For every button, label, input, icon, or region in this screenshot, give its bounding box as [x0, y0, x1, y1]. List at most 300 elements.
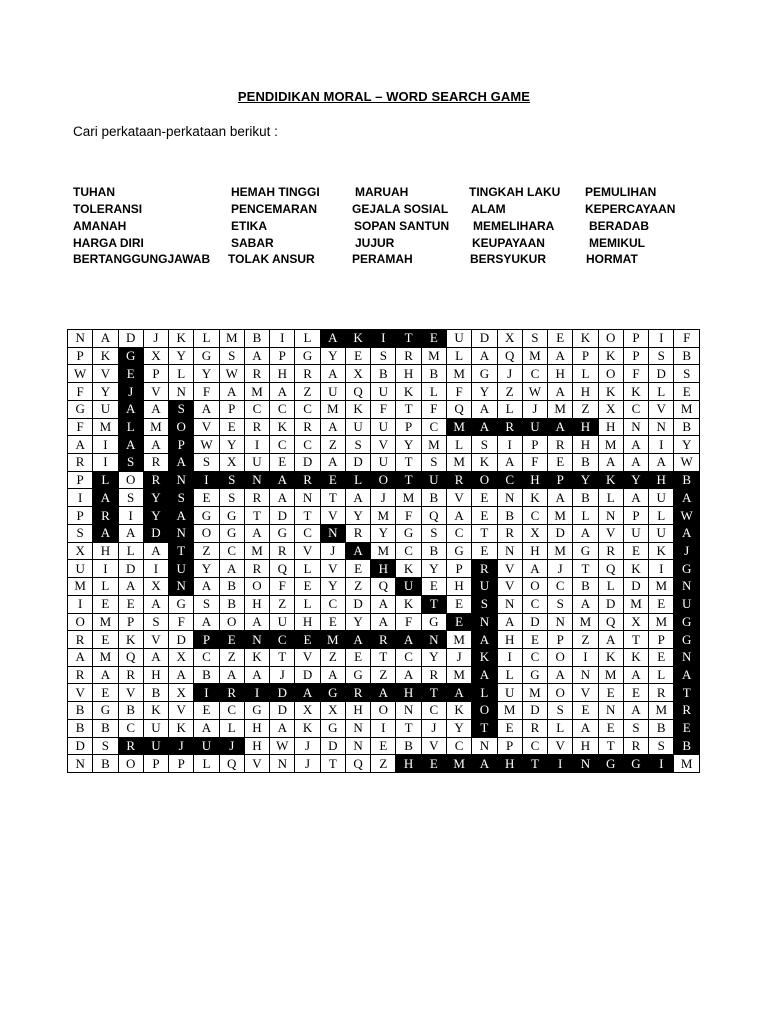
grid-cell: S — [421, 524, 446, 542]
grid-cell: A — [472, 631, 497, 649]
grid-cell: K — [345, 330, 370, 348]
grid-cell: S — [522, 330, 547, 348]
grid-cell: A — [244, 347, 269, 365]
grid-cell: A — [472, 755, 497, 773]
grid-cell: S — [623, 719, 648, 737]
grid-cell: D — [68, 737, 93, 755]
grid-cell: H — [396, 755, 421, 773]
grid-cell: J — [421, 719, 446, 737]
grid-cell: Z — [371, 666, 396, 684]
grid-cell: A — [396, 631, 421, 649]
word-list-item: HEMAH TINGGI — [231, 185, 320, 199]
grid-cell: D — [623, 578, 648, 596]
grid-cell: M — [522, 347, 547, 365]
grid-cell: H — [573, 418, 598, 436]
grid-cell: H — [244, 595, 269, 613]
grid-cell: O — [169, 418, 194, 436]
grid-cell: W — [270, 737, 295, 755]
grid-cell: A — [244, 613, 269, 631]
grid-cell: X — [522, 524, 547, 542]
grid-cell: N — [674, 648, 700, 666]
grid-cell: A — [118, 436, 143, 454]
grid-cell: E — [320, 613, 345, 631]
grid-cell: M — [244, 542, 269, 560]
grid-cell: N — [472, 737, 497, 755]
grid-cell: A — [93, 666, 118, 684]
grid-cell: E — [497, 719, 522, 737]
grid-cell: C — [522, 507, 547, 525]
grid-cell: T — [320, 755, 345, 773]
grid-cell: L — [93, 471, 118, 489]
grid-cell: V — [497, 560, 522, 578]
grid-cell: V — [446, 489, 471, 507]
grid-row — [68, 507, 700, 525]
grid-row — [68, 471, 700, 489]
grid-cell: E — [548, 454, 573, 472]
grid-cell: E — [345, 347, 370, 365]
grid-cell: C — [118, 719, 143, 737]
grid-cell: A — [143, 648, 168, 666]
grid-cell: N — [573, 755, 598, 773]
grid-row — [68, 719, 700, 737]
grid-cell: L — [573, 365, 598, 383]
grid-cell: B — [244, 330, 269, 348]
grid-cell: D — [472, 330, 497, 348]
grid-cell: S — [169, 400, 194, 418]
grid-cell: A — [320, 454, 345, 472]
grid-cell: C — [446, 737, 471, 755]
grid-row — [68, 454, 700, 472]
grid-cell: A — [169, 507, 194, 525]
grid-cell: C — [548, 578, 573, 596]
grid-cell: R — [244, 418, 269, 436]
grid-cell: T — [396, 330, 421, 348]
word-list-item: GEJALA SOSIAL — [352, 202, 449, 216]
grid-cell: D — [118, 560, 143, 578]
grid-cell: D — [522, 613, 547, 631]
grid-cell: O — [194, 524, 219, 542]
grid-cell: F — [194, 383, 219, 401]
word-list-item: TUHAN — [73, 185, 115, 199]
grid-cell: P — [548, 471, 573, 489]
grid-cell: X — [623, 613, 648, 631]
grid-cell: N — [497, 595, 522, 613]
word-list-item: KEPERCAYAAN — [585, 202, 676, 216]
grid-cell: A — [143, 595, 168, 613]
grid-cell: T — [396, 454, 421, 472]
grid-cell: A — [573, 595, 598, 613]
grid-cell: J — [497, 365, 522, 383]
grid-cell: A — [194, 400, 219, 418]
grid-cell: V — [421, 737, 446, 755]
grid-cell: T — [396, 719, 421, 737]
grid-cell: O — [118, 755, 143, 773]
word-list-item: AMANAH — [73, 219, 127, 233]
grid-cell: L — [194, 755, 219, 773]
grid-cell: E — [421, 578, 446, 596]
grid-cell: M — [598, 436, 623, 454]
grid-cell: N — [320, 524, 345, 542]
grid-cell: M — [93, 648, 118, 666]
grid-cell: B — [68, 719, 93, 737]
grid-cell: L — [93, 578, 118, 596]
grid-cell: Y — [93, 383, 118, 401]
grid-cell: U — [623, 524, 648, 542]
grid-cell: J — [548, 560, 573, 578]
grid-cell: S — [371, 347, 396, 365]
grid-cell: Q — [371, 578, 396, 596]
grid-cell: B — [674, 471, 700, 489]
grid-cell: C — [497, 471, 522, 489]
grid-cell: U — [674, 595, 700, 613]
grid-cell: Q — [446, 400, 471, 418]
grid-cell: G — [169, 595, 194, 613]
grid-cell: F — [396, 507, 421, 525]
grid-cell: L — [295, 330, 320, 348]
grid-cell: A — [623, 489, 648, 507]
word-list-item: KEUPAYAAN — [472, 236, 545, 250]
grid-cell: Z — [345, 578, 370, 596]
grid-cell: M — [93, 613, 118, 631]
grid-cell: M — [68, 578, 93, 596]
grid-cell: E — [421, 755, 446, 773]
grid-cell: E — [674, 383, 700, 401]
grid-cell: I — [143, 560, 168, 578]
grid-cell: R — [93, 507, 118, 525]
grid-cell: B — [68, 702, 93, 720]
grid-cell: R — [345, 684, 370, 702]
grid-cell: I — [244, 436, 269, 454]
grid-cell: A — [244, 666, 269, 684]
grid-row — [68, 524, 700, 542]
grid-cell: A — [118, 524, 143, 542]
grid-cell: G — [118, 347, 143, 365]
grid-cell: R — [598, 542, 623, 560]
grid-cell: S — [194, 454, 219, 472]
grid-cell: S — [548, 595, 573, 613]
grid-cell: T — [598, 737, 623, 755]
grid-cell: Y — [446, 719, 471, 737]
grid-cell: E — [93, 595, 118, 613]
grid-cell: U — [270, 613, 295, 631]
grid-cell: X — [68, 542, 93, 560]
grid-cell: K — [522, 489, 547, 507]
grid-cell: V — [169, 702, 194, 720]
grid-cell: E — [295, 578, 320, 596]
grid-cell: R — [522, 719, 547, 737]
grid-cell: J — [143, 330, 168, 348]
grid-cell: B — [674, 347, 700, 365]
grid-cell: D — [345, 595, 370, 613]
grid-cell: Y — [421, 648, 446, 666]
grid-cell: Q — [270, 560, 295, 578]
grid-cell: Z — [371, 755, 396, 773]
grid-cell: P — [169, 436, 194, 454]
grid-cell: R — [244, 365, 269, 383]
grid-cell: E — [219, 631, 244, 649]
grid-cell: R — [143, 471, 168, 489]
grid-cell: R — [68, 631, 93, 649]
grid-cell: E — [472, 507, 497, 525]
grid-cell: L — [446, 436, 471, 454]
grid-cell: N — [68, 330, 93, 348]
grid-cell: F — [522, 454, 547, 472]
grid-cell: E — [623, 542, 648, 560]
grid-cell: S — [143, 613, 168, 631]
grid-cell: S — [674, 365, 700, 383]
grid-cell: T — [270, 648, 295, 666]
grid-cell: Y — [345, 613, 370, 631]
grid-cell: T — [421, 595, 446, 613]
grid-cell: N — [345, 719, 370, 737]
grid-row — [68, 347, 700, 365]
grid-cell: G — [320, 719, 345, 737]
grid-cell: U — [345, 418, 370, 436]
grid-cell: P — [143, 365, 168, 383]
grid-cell: E — [522, 631, 547, 649]
grid-cell: M — [320, 631, 345, 649]
grid-cell: Y — [194, 365, 219, 383]
grid-cell: G — [270, 524, 295, 542]
grid-cell: P — [623, 330, 648, 348]
grid-cell: W — [219, 365, 244, 383]
grid-cell: R — [497, 524, 522, 542]
grid-cell: E — [598, 719, 623, 737]
grid-cell: N — [68, 755, 93, 773]
grid-cell: H — [446, 578, 471, 596]
grid-cell: A — [674, 666, 700, 684]
grid-cell: O — [548, 648, 573, 666]
grid-cell: M — [396, 489, 421, 507]
grid-row — [68, 666, 700, 684]
grid-cell: E — [194, 702, 219, 720]
grid-row — [68, 755, 700, 773]
grid-cell: A — [497, 454, 522, 472]
grid-cell: U — [194, 737, 219, 755]
grid-cell: P — [169, 755, 194, 773]
grid-cell: D — [522, 702, 547, 720]
grid-cell: M — [446, 454, 471, 472]
grid-cell: C — [295, 524, 320, 542]
grid-cell: C — [522, 365, 547, 383]
grid-row — [68, 542, 700, 560]
grid-cell: F — [396, 613, 421, 631]
grid-cell: G — [674, 560, 700, 578]
grid-cell: M — [143, 418, 168, 436]
grid-cell: Z — [194, 542, 219, 560]
grid-cell: F — [371, 400, 396, 418]
grid-cell: K — [573, 330, 598, 348]
word-list-item: HORMAT — [586, 252, 638, 266]
grid-cell: V — [93, 365, 118, 383]
grid-cell: H — [573, 737, 598, 755]
grid-cell: E — [548, 330, 573, 348]
grid-cell: L — [118, 418, 143, 436]
grid-cell: Y — [371, 524, 396, 542]
grid-cell: R — [219, 684, 244, 702]
grid-cell: B — [674, 737, 700, 755]
grid-cell: K — [598, 471, 623, 489]
grid-cell: E — [270, 454, 295, 472]
grid-cell: M — [548, 507, 573, 525]
grid-cell: D — [295, 454, 320, 472]
grid-cell: A — [219, 383, 244, 401]
grid-cell: M — [446, 418, 471, 436]
grid-cell: L — [472, 684, 497, 702]
grid-cell: M — [371, 542, 396, 560]
grid-cell: A — [623, 702, 648, 720]
grid-cell: G — [194, 507, 219, 525]
grid-cell: K — [623, 383, 648, 401]
grid-cell: X — [143, 347, 168, 365]
grid-cell: B — [93, 719, 118, 737]
grid-cell: A — [320, 330, 345, 348]
grid-cell: A — [623, 436, 648, 454]
grid-cell: A — [472, 418, 497, 436]
grid-cell: K — [598, 347, 623, 365]
word-list-item: BERTANGGUNGJAWAB — [73, 252, 211, 266]
grid-cell: Y — [219, 436, 244, 454]
grid-cell: A — [244, 524, 269, 542]
grid-cell: A — [143, 436, 168, 454]
grid-cell: G — [674, 613, 700, 631]
grid-cell: V — [143, 631, 168, 649]
grid-cell: I — [194, 471, 219, 489]
grid-cell: H — [93, 542, 118, 560]
grid-cell: L — [295, 560, 320, 578]
grid-cell: F — [169, 613, 194, 631]
grid-cell: M — [649, 613, 674, 631]
grid-cell: E — [118, 595, 143, 613]
grid-cell: T — [396, 471, 421, 489]
grid-cell: H — [396, 684, 421, 702]
grid-cell: E — [345, 560, 370, 578]
grid-cell: U — [472, 578, 497, 596]
grid-cell: E — [623, 684, 648, 702]
grid-cell: Y — [194, 560, 219, 578]
grid-cell: C — [421, 702, 446, 720]
grid-cell: L — [194, 330, 219, 348]
grid-cell: S — [194, 595, 219, 613]
grid-cell: E — [93, 631, 118, 649]
grid-cell: N — [573, 666, 598, 684]
grid-cell: A — [623, 454, 648, 472]
grid-cell: C — [295, 436, 320, 454]
grid-cell: M — [244, 383, 269, 401]
grid-cell: T — [674, 684, 700, 702]
grid-cell: M — [446, 666, 471, 684]
grid-cell: D — [143, 524, 168, 542]
grid-cell: I — [93, 436, 118, 454]
grid-cell: P — [623, 347, 648, 365]
grid-cell: R — [421, 666, 446, 684]
grid-cell: E — [649, 648, 674, 666]
grid-cell: D — [270, 684, 295, 702]
grid-cell: W — [522, 383, 547, 401]
grid-cell: A — [371, 595, 396, 613]
grid-row — [68, 365, 700, 383]
grid-cell: C — [194, 648, 219, 666]
grid-cell: T — [573, 560, 598, 578]
grid-cell: E — [118, 365, 143, 383]
grid-cell: W — [674, 507, 700, 525]
grid-cell: G — [194, 347, 219, 365]
grid-cell: U — [371, 418, 396, 436]
word-list-item: ALAM — [471, 202, 506, 216]
grid-cell: P — [68, 347, 93, 365]
grid-cell: E — [320, 471, 345, 489]
grid-cell: D — [598, 595, 623, 613]
grid-cell: S — [219, 489, 244, 507]
grid-cell: T — [244, 507, 269, 525]
grid-cell: D — [548, 524, 573, 542]
grid-cell: S — [548, 702, 573, 720]
grid-cell: K — [623, 560, 648, 578]
grid-cell: H — [345, 702, 370, 720]
grid-cell: K — [396, 383, 421, 401]
grid-cell: A — [194, 613, 219, 631]
grid-cell: U — [396, 578, 421, 596]
grid-cell: K — [649, 542, 674, 560]
grid-cell: A — [219, 666, 244, 684]
grid-cell: H — [522, 471, 547, 489]
grid-cell: D — [295, 666, 320, 684]
grid-cell: Q — [421, 507, 446, 525]
grid-cell: P — [497, 737, 522, 755]
grid-cell: G — [522, 666, 547, 684]
grid-cell: E — [573, 702, 598, 720]
grid-cell: C — [396, 542, 421, 560]
grid-cell: A — [143, 400, 168, 418]
grid-cell: X — [497, 330, 522, 348]
grid-cell: K — [169, 330, 194, 348]
grid-row — [68, 560, 700, 578]
grid-cell: K — [598, 383, 623, 401]
grid-cell: A — [446, 507, 471, 525]
grid-cell: G — [244, 702, 269, 720]
grid-cell: K — [345, 400, 370, 418]
grid-cell: K — [118, 631, 143, 649]
grid-cell: K — [598, 648, 623, 666]
grid-cell: D — [270, 507, 295, 525]
grid-cell: R — [548, 436, 573, 454]
grid-cell: O — [244, 578, 269, 596]
grid-cell: H — [573, 383, 598, 401]
grid-cell: Y — [320, 578, 345, 596]
grid-cell: T — [396, 400, 421, 418]
grid-cell: L — [446, 347, 471, 365]
grid-cell: N — [598, 702, 623, 720]
grid-cell: Y — [169, 347, 194, 365]
grid-cell: Z — [295, 383, 320, 401]
grid-cell: J — [295, 737, 320, 755]
grid-cell: T — [472, 719, 497, 737]
grid-cell: G — [93, 702, 118, 720]
grid-cell: O — [68, 613, 93, 631]
grid-cell: A — [446, 684, 471, 702]
grid-cell: S — [219, 347, 244, 365]
grid-cell: B — [143, 684, 168, 702]
grid-cell: I — [649, 436, 674, 454]
grid-cell: A — [472, 666, 497, 684]
grid-cell: P — [649, 631, 674, 649]
grid-cell: B — [396, 737, 421, 755]
grid-cell: X — [598, 400, 623, 418]
grid-row — [68, 648, 700, 666]
grid-cell: O — [598, 365, 623, 383]
grid-cell: W — [674, 454, 700, 472]
grid-cell: K — [270, 418, 295, 436]
